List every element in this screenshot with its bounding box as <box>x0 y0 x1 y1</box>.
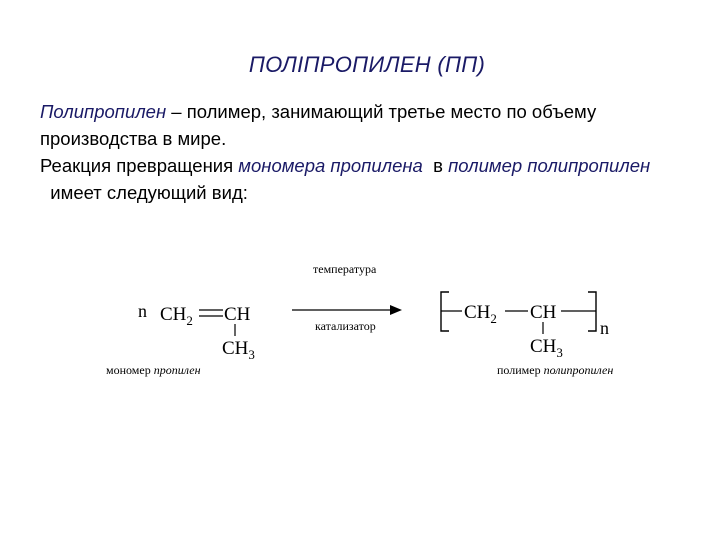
polymer-caption: полимер полипропилен <box>497 363 614 377</box>
reaction-arrow-head <box>390 305 402 315</box>
definition-text: – полимер, занимающий третье место по объему производства в мире. <box>40 101 597 149</box>
reaction-arrow-group <box>292 262 402 333</box>
monomer-caption: мономер пропилен <box>106 363 201 377</box>
term-polymer: полимер полипропилен <box>448 155 651 176</box>
monomer-formula <box>106 301 255 377</box>
slide-title: ПОЛІПРОПИЛЕН (ПП) <box>248 52 486 77</box>
reaction-intro-middle: в <box>422 155 449 176</box>
monomer-ch2: $CH_2$ <box>160 304 193 328</box>
monomer-coefficient: n <box>138 301 147 321</box>
polymer-formula <box>441 292 613 377</box>
term-polypropylene: Полипропилен <box>40 101 167 122</box>
condition-catalyst: катализатор <box>315 319 376 333</box>
monomer-ch3: $CH_3$ <box>222 338 255 362</box>
polymer-ch: CH <box>530 302 557 323</box>
reaction-intro-suffix: имеет следующий вид: <box>40 182 248 203</box>
condition-temperature: температура <box>313 262 377 276</box>
reaction-intro-prefix: Реакция превращения <box>40 155 239 176</box>
monomer-ch: CH <box>224 304 251 325</box>
polymer-repeat-index: n <box>600 318 609 338</box>
term-monomer: мономера пропилена <box>238 155 423 176</box>
polymer-ch3: $CH_3$ <box>530 336 563 360</box>
polymer-ch2: $CH_2$ <box>464 302 497 326</box>
